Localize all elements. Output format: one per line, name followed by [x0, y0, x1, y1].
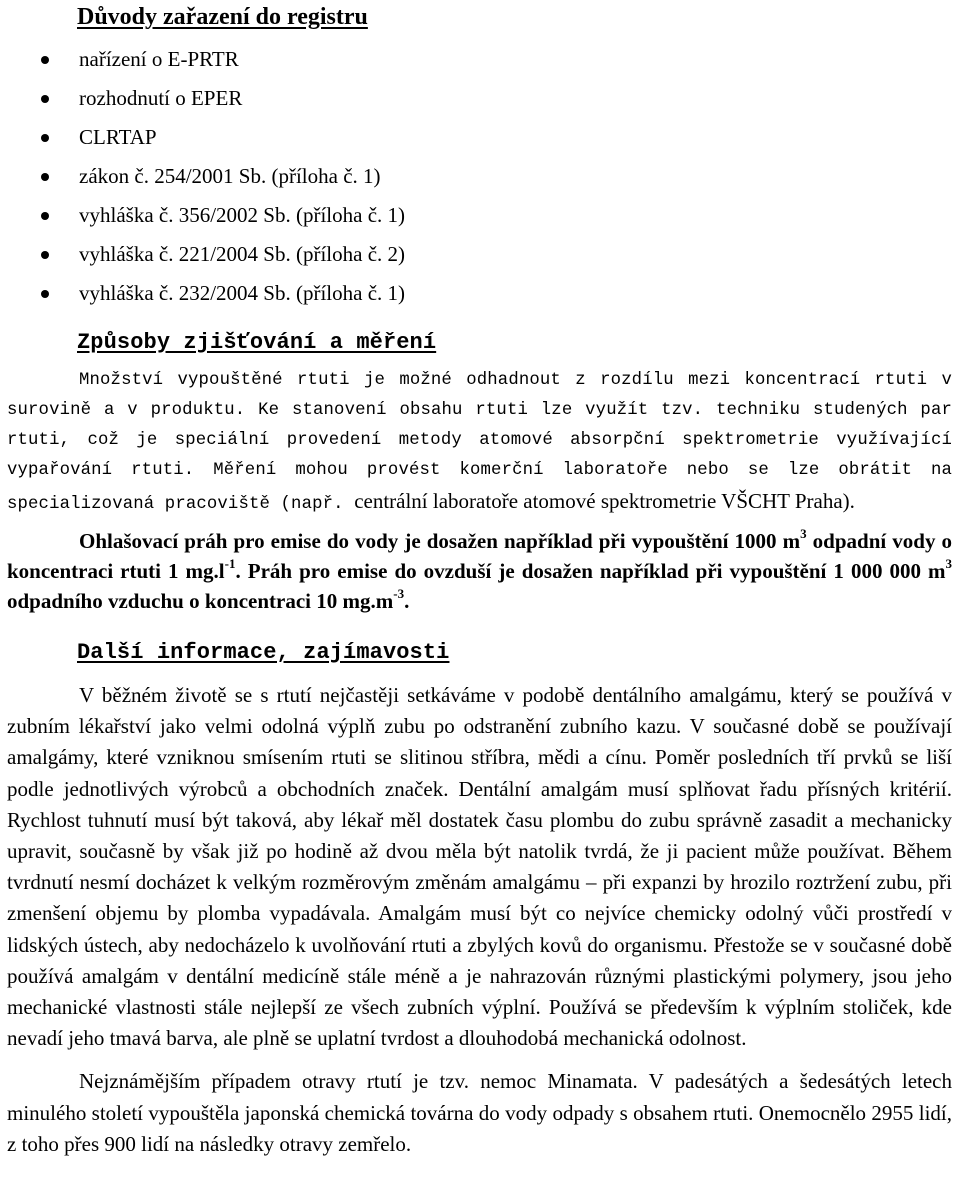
section-heading-info: Další informace, zajímavosti — [77, 640, 450, 665]
threshold-text: . — [404, 589, 410, 613]
registry-reasons-list — [7, 40, 952, 313]
methods-text-tail: centrální laboratoře atomové spektrometrie VŠCHT Praha). — [354, 489, 855, 513]
list-item — [7, 79, 952, 118]
bullet-icon — [41, 95, 49, 103]
list-item — [7, 196, 952, 235]
info-paragraph-minamata: Nejznámějším případem otravy rtutí je tzv. nemoc Minamata. V padesátých a šedesátých letech minulého století vypouštěla japonská chemická továrna do vody odpady s obsahem rtuti. Onemocnělo 2955 lidí, z toho přes 900 lidí na následky otravy zemřelo. — [7, 1069, 952, 1156]
bullet-icon — [41, 290, 49, 298]
threshold-text: Ohlašovací práh pro emise do vody je dosažen například při vypouštění 1000 m — [79, 529, 801, 553]
list-item-text: vyhláška č. 232/2004 Sb. (příloha č. 1) — [79, 281, 406, 305]
superscript: 3 — [945, 556, 952, 571]
list-item — [7, 274, 952, 313]
list-item-text: vyhláška č. 221/2004 Sb. (příloha č. 2) — [79, 242, 406, 266]
list-item — [7, 118, 952, 157]
section-heading-registry: Důvody zařazení do registru — [77, 4, 368, 30]
section-heading-methods: Způsoby zjišťování a měření — [77, 330, 437, 355]
list-item — [7, 157, 952, 196]
list-item — [7, 235, 952, 274]
bullet-icon — [41, 251, 49, 259]
threshold-text: odpadní vody o koncentraci rtuti 1 mg.l — [7, 529, 953, 583]
list-item — [7, 40, 952, 79]
list-item-text: CLRTAP — [79, 125, 157, 149]
methods-text: Množství vypouštěné rtuti je možné odhadnout z rozdílu mezi koncentrací rtuti v surovině a v produktu. Ke stanovení obsahu rtuti lze využít tzv. techniku studených par rtuti, což je speciální provedení metody atomové absorpční spektrometrie využívající vypařování rtuti. Měření mohou provést komerční laboratoře nebo se lze obrátit na specializovaná pracoviště (např. — [7, 371, 952, 514]
info-paragraph-amalgam: V běžném životě se s rtutí nejčastěji setkáváme v podobě dentálního amalgámu, který se používá v zubním lékařství jako velmi odolná výplň zubu po odstranění zubního kazu. V současné době se používají amalgámy, které vzniknou smísením rtuti se slitinou stříbra, mědi a cínu. Poměr posledních tří prvků se liší podle jednotlivých výrobců a obchodních značek. Dentální amalgám musí splňovat řadu přísných kritérií. Rychlost tuhnutí musí být taková, aby lékař měl dostatek času plombu do zubu správně zasadit a mechanicky upravit, současně by však již po hodině až dvou měla být natolik tvrdá, že ji pacient může používat. Během tvrdnutí nesmí docházet k velkým rozměrovým změnám amalgámu – při expanzi by hrozilo roztržení zubu, při zmenšení objemu by plomba vypadávala. Amalgám musí být co nejvíce chemicky odolný vůči prostředí v lidských ústech, aby nedocházelo k uvolňování rtuti a zbylých kovů do organismu. Přestože se v současné době používá amalgám v dentální medicíně stále méně a je nahrazován různými plastickými polymery, jsou jeho mechanické vlastnosti stále nejlepší ze všech zubních výplní. Používá se především k výplním stoliček, kde nevadí jeho tmavá barva, ale plně se uplatní tvrdost a dlouhodobá mechanická odolnost. — [7, 683, 952, 1051]
threshold-text: . Práh pro emise do ovzduší je dosažen například při vypouštění 1 000 000 m — [235, 559, 946, 583]
threshold-paragraph — [7, 526, 952, 616]
threshold-text: odpadního vzduchu o koncentraci 10 mg.m — [7, 589, 394, 613]
list-item-text: rozhodnutí o EPER — [79, 86, 243, 110]
superscript: -1 — [224, 556, 236, 571]
methods-paragraph — [7, 366, 952, 520]
bullet-icon — [41, 134, 49, 142]
superscript: -3 — [393, 586, 405, 601]
list-item-text: zákon č. 254/2001 Sb. (příloha č. 1) — [79, 164, 381, 188]
bullet-icon — [41, 173, 49, 181]
list-item-text: nařízení o E-PRTR — [79, 47, 239, 71]
list-item-text: vyhláška č. 356/2002 Sb. (příloha č. 1) — [79, 203, 406, 227]
bullet-icon — [41, 212, 49, 220]
bullet-icon — [41, 56, 49, 64]
superscript: 3 — [800, 526, 807, 541]
